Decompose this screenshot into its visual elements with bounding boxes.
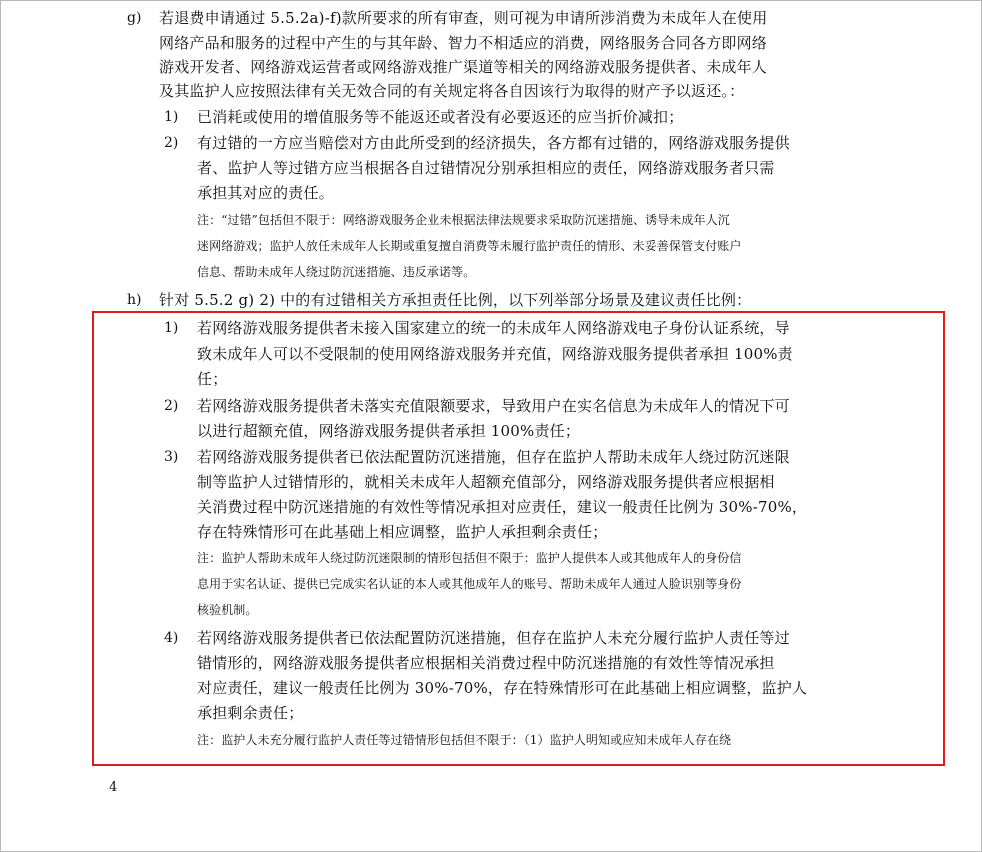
paragraph-line: 针对 5.5.2 g) 2) 中的有过错相关方承担责任比例，以下列举部分场景及建议责任比例： xyxy=(159,291,752,309)
note-line: 迷网络游戏；监护人放任未成年人长期或重复擅自消费等未履行监护责任的情形、未妥善保管支付账户 xyxy=(197,239,742,253)
item-h-marker: h) xyxy=(127,292,142,308)
paragraph-line: 网络产品和服务的过程中产生的与其年龄、智力不相适应的消费，网络服务合同各方即网络 xyxy=(159,34,768,52)
paragraph-line: 游戏开发者、网络游戏运营者或网络游戏推广渠道等相关的网络游戏服务提供者、未成年人 xyxy=(159,58,768,76)
sub-item-marker: 4) xyxy=(164,630,179,646)
paragraph-line: 若网络游戏服务提供者已依法配置防沉迷措施，但存在监护人未充分履行监护人责任等过 xyxy=(197,629,790,647)
sub-item-marker: 2) xyxy=(164,398,179,414)
paragraph-line: 对应责任，建议一般责任比例为 30%-70%，存在特殊情形可在此基础上相应调整，监护人 xyxy=(197,679,808,697)
paragraph-line: 承担其对应的责任。 xyxy=(197,184,334,202)
page-number: 4 xyxy=(109,780,118,795)
note-line: 注：监护人未充分履行监护人责任等过错情形包括但不限于：（1）监护人明知或应知未成年人存在绕 xyxy=(197,733,732,747)
paragraph-line: 错情形的，网络游戏服务提供者应根据相关消费过程中防沉迷措施的有效性等情况承担 xyxy=(197,654,775,672)
paragraph-line: 若网络游戏服务提供者已依法配置防沉迷措施，但存在监护人帮助未成年人绕过防沉迷限 xyxy=(197,448,790,466)
note-line: 注：“过错”包括但不限于：网络游戏服务企业未根据法律法规要求采取防沉迷措施、诱导未成年人沉 xyxy=(197,213,730,227)
paragraph-line: 任； xyxy=(197,370,228,388)
paragraph-line: 若网络游戏服务提供者未接入国家建立的统一的未成年人网络游戏电子身份认证系统，导 xyxy=(197,319,790,337)
sub-item-marker: 1) xyxy=(164,109,179,125)
paragraph-line: 关消费过程中防沉迷措施的有效性等情况承担对应责任，建议一般责任比例为 30%-70%， xyxy=(197,498,808,516)
note-line: 信息、帮助未成年人绕过防沉迷措施、违反承诺等。 xyxy=(197,265,476,279)
note-line: 核验机制。 xyxy=(197,603,258,617)
note-line: 息用于实名认证、提供已完成实名认证的本人或其他成年人的账号、帮助未成年人通过人脸识别等身份 xyxy=(197,577,742,591)
note-line: 注：监护人帮助未成年人绕过防沉迷限制的情形包括但不限于：监护人提供本人或其他成年人的身份信 xyxy=(197,551,742,565)
paragraph-line: 存在特殊情形可在此基础上相应调整，监护人承担剩余责任； xyxy=(197,523,608,541)
paragraph-line: 者、监护人等过错方应当根据各自过错情况分别承担相应的责任，网络游戏服务者只需 xyxy=(197,159,775,177)
paragraph-line: 以进行超额充值，网络游戏服务提供者承担 100%责任； xyxy=(197,422,581,440)
paragraph-line: 制等监护人过错情形的，就相关未成年人超额充值部分，网络游戏服务提供者应根据相 xyxy=(197,473,775,491)
paragraph-line: 若退费申请通过 5.5.2a)-f)款所要求的所有审查，则可视为申请所涉消费为未成年人在使用 xyxy=(159,9,768,27)
paragraph-line: 及其监护人应按照法律有关无效合同的有关规定将各自因该行为取得的财产予以返还。： xyxy=(159,82,745,100)
paragraph-line: 承担剩余责任； xyxy=(197,704,304,722)
paragraph-line: 若网络游戏服务提供者未落实充值限额要求，导致用户在实名信息为未成年人的情况下可 xyxy=(197,397,790,415)
sub-item-marker: 1) xyxy=(164,320,179,336)
paragraph-line: 致未成年人可以不受限制的使用网络游戏服务并充值，网络游戏服务提供者承担 100%责 xyxy=(197,345,793,363)
sub-item-marker: 3) xyxy=(164,449,179,465)
item-g-marker: g) xyxy=(127,10,142,26)
paragraph-line: 已消耗或使用的增值服务等不能返还或者没有必要返还的应当折价减扣； xyxy=(197,108,684,126)
sub-item-marker: 2) xyxy=(164,135,179,151)
paragraph-line: 有过错的一方应当赔偿对方由此所受到的经济损失，各方都有过错的，网络游戏服务提供 xyxy=(197,134,790,152)
